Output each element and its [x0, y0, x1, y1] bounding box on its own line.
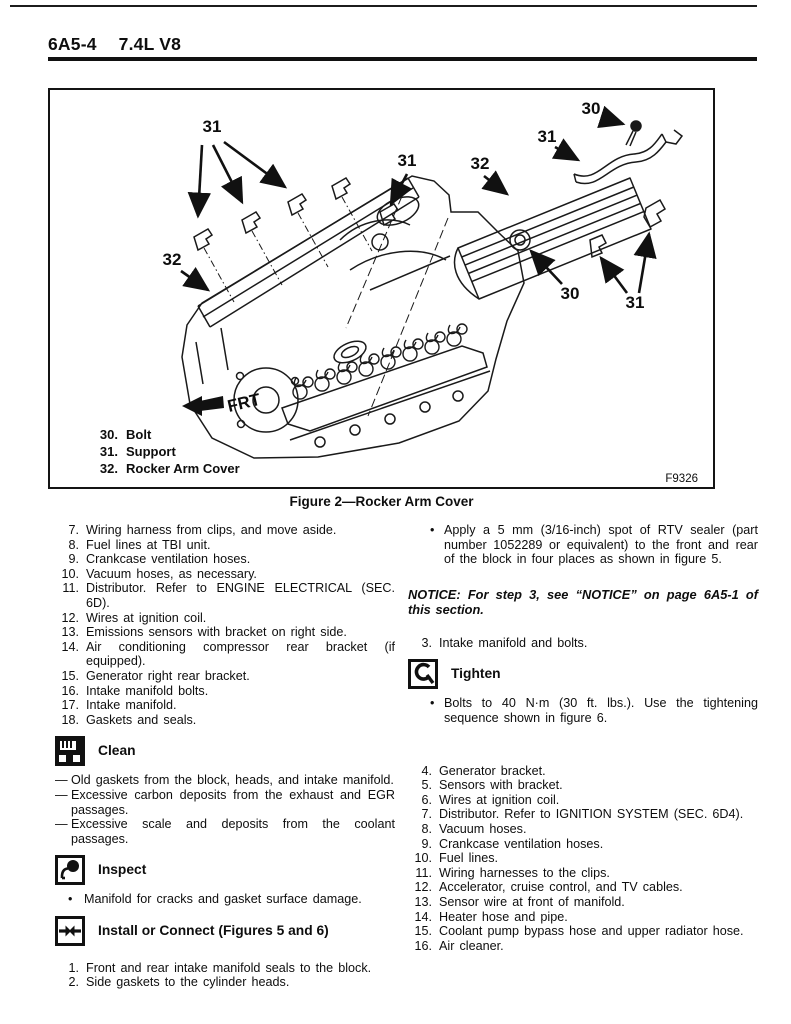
item-number: 11. — [62, 581, 79, 596]
list-item — [55, 567, 395, 582]
item-text: Sensor wire at front of manifold. — [439, 894, 625, 909]
item-number: 5. — [421, 778, 432, 793]
item-number: 10. — [61, 566, 79, 581]
callout-30-top-right: 30 — [581, 99, 601, 118]
callout-31-top-left: 31 — [202, 117, 222, 136]
callout-32-left: 32 — [162, 250, 182, 269]
inspect-icon — [55, 855, 85, 885]
left-column — [55, 523, 395, 990]
tighten-heading-label: Tighten — [451, 666, 501, 682]
bullet-marker: • — [430, 523, 435, 537]
item-text: Heater hose and pipe. — [439, 909, 568, 924]
list-item — [408, 880, 758, 895]
item-text: Crankcase ventilation hoses. — [86, 552, 251, 567]
item-number: 3. — [421, 635, 432, 650]
clean-icon — [55, 736, 85, 766]
rocker-arm-cover-diagram — [50, 90, 713, 487]
clean-items-list — [55, 773, 395, 846]
legend-num: 32. — [99, 461, 118, 476]
item-number: 8. — [68, 537, 79, 552]
list-item — [68, 892, 395, 907]
item-text: Intake manifold and bolts. — [439, 635, 588, 650]
item-number: 2. — [68, 975, 79, 990]
item-text: Manifold for cracks and gasket surface damage. — [84, 892, 362, 907]
list-item — [408, 837, 758, 852]
list-item — [55, 538, 395, 553]
inspect-section-heading — [55, 855, 395, 885]
list-item — [55, 713, 395, 728]
inspect-heading-label: Inspect — [98, 861, 147, 877]
item-number: 11. — [415, 865, 432, 880]
item-text: Coolant pump bypass hose and upper radiator hose. — [439, 924, 744, 939]
item-number: 7. — [68, 523, 79, 537]
item-text: Accelerator, cruise control, and TV cables. — [439, 880, 683, 895]
bolt — [626, 121, 641, 146]
inspect-items-list — [55, 892, 395, 907]
item-text: Side gaskets to the cylinder heads. — [86, 975, 290, 990]
list-item — [55, 975, 395, 990]
rtv-sealer-bullet — [408, 523, 758, 567]
tighten-icon — [408, 659, 438, 689]
item-number: 16. — [61, 683, 79, 698]
list-item — [55, 773, 395, 788]
legend-label: Support — [126, 444, 176, 459]
item-text: Crankcase ventilation hoses. — [439, 836, 604, 851]
item-text: Gaskets and seals. — [86, 712, 197, 727]
item-number: 15. — [414, 924, 432, 939]
item-number: 13. — [414, 894, 432, 909]
frt-label: FRT — [225, 389, 263, 416]
item-text: Distributor. Refer to ENGINE ELECTRICAL (SEC. 6D). — [86, 581, 395, 610]
reinstall-steps-list — [408, 764, 758, 954]
list-item — [408, 822, 758, 837]
item-text: Wires at ignition coil. — [86, 610, 207, 625]
clean-heading-label: Clean — [98, 743, 136, 759]
item-text: Fuel lines. — [439, 851, 498, 866]
list-item — [408, 895, 758, 910]
item-text: Intake manifold bolts. — [86, 683, 209, 698]
list-item — [55, 684, 395, 699]
item-text: Intake manifold. — [86, 698, 177, 713]
item-marker: — — [55, 787, 68, 802]
item-number: 9. — [421, 836, 432, 851]
list-item — [55, 552, 395, 567]
legend-label: Rocker Arm Cover — [126, 461, 240, 476]
item-number: 14. — [61, 639, 79, 654]
step-3-item — [408, 636, 758, 651]
list-item — [408, 778, 758, 793]
item-text: Wiring harness from clips, and move aside. — [86, 523, 337, 537]
item-text: Excessive scale and deposits from the coolant passages. — [71, 817, 395, 846]
item-number: 17. — [61, 698, 79, 713]
callout-30-bottom: 30 — [560, 284, 580, 303]
tighten-section-heading — [408, 659, 758, 689]
item-number: 6. — [421, 792, 432, 807]
item-number: 15. — [61, 668, 79, 683]
item-number: 4. — [421, 763, 432, 778]
item-text: Generator bracket. — [439, 763, 546, 778]
list-item — [408, 924, 758, 939]
install-heading-label: Install or Connect (Figures 5 and 6) — [98, 922, 329, 938]
remove-steps-list — [55, 523, 395, 727]
callout-32-mid: 32 — [470, 154, 490, 173]
drawing-code: F9326 — [665, 473, 698, 485]
item-text: Fuel lines at TBI unit. — [86, 537, 211, 552]
figure-caption: Figure 2—Rocker Arm Cover — [289, 494, 474, 509]
item-marker: — — [55, 773, 68, 788]
item-text: Air cleaner. — [439, 938, 504, 953]
list-item — [408, 866, 758, 881]
figure-2-box — [48, 88, 715, 489]
header-rule — [48, 57, 757, 61]
page-top-rule — [10, 5, 757, 7]
list-item — [408, 764, 758, 779]
list-item — [408, 851, 758, 866]
list-item — [55, 961, 395, 976]
list-item — [55, 581, 395, 610]
callout-labels — [163, 99, 645, 312]
clean-section-heading — [55, 736, 395, 766]
engine-title: 7.4L V8 — [118, 34, 182, 54]
install-steps-list — [55, 961, 395, 990]
list-item — [55, 817, 395, 846]
item-number: 13. — [61, 625, 79, 640]
support-clips — [194, 178, 398, 302]
item-text: Front and rear intake manifold seals to the block. — [86, 960, 372, 975]
item-number: 9. — [68, 552, 79, 567]
frt-direction-arrow — [182, 390, 263, 416]
notice-paragraph: NOTICE: For step 3, see “NOTICE” on page 6A5-1 of this section. — [408, 586, 758, 618]
bullet-marker: • — [430, 696, 435, 711]
item-text: Air conditioning compressor rear bracket (if equipped). — [86, 639, 395, 669]
list-item — [55, 625, 395, 640]
list-item — [55, 698, 395, 713]
item-number: 8. — [421, 821, 432, 836]
item-text: Sensors with bracket. — [439, 778, 563, 793]
item-text: Distributor. Refer to IGNITION SYSTEM (SEC. 6D4). — [439, 807, 744, 822]
item-number: 18. — [61, 712, 79, 727]
section-code: 6A5-4 — [48, 34, 97, 54]
item-number: 12. — [414, 880, 432, 895]
list-item — [55, 640, 395, 669]
callout-arrows — [181, 117, 649, 293]
legend-label: Bolt — [126, 427, 152, 442]
callout-31-mid: 31 — [397, 151, 417, 170]
item-number: 10. — [414, 851, 432, 866]
item-text: Generator right rear bracket. — [86, 668, 250, 683]
list-item — [408, 939, 758, 954]
item-number: 12. — [61, 610, 79, 625]
item-number: 1. — [68, 960, 79, 975]
install-section-heading — [55, 916, 395, 946]
legend-num: 31. — [99, 444, 118, 459]
item-number: 14. — [414, 909, 432, 924]
item-marker: — — [55, 817, 68, 832]
item-text: Wires at ignition coil. — [439, 792, 560, 807]
item-text: Excessive carbon deposits from the exhaust and EGR passages. — [71, 787, 395, 817]
list-item — [408, 910, 758, 925]
item-text: Old gaskets from the block, heads, and intake manifold. — [71, 773, 394, 788]
item-text: Wiring harnesses to the clips. — [439, 865, 610, 880]
list-item — [55, 523, 395, 538]
list-item — [408, 793, 758, 808]
item-text: Emissions sensors with bracket on right side. — [86, 625, 347, 640]
list-item — [55, 669, 395, 684]
item-text: Vacuum hoses, as necessary. — [86, 566, 257, 581]
list-item — [55, 788, 395, 817]
item-text: Vacuum hoses. — [439, 821, 527, 836]
rtv-sealer-text: Apply a 5 mm (3/16-inch) spot of RTV sealer (part number 1052289 or equivalent) to the front and rear of the block in four places as shown in figure 5. — [444, 523, 758, 567]
page-header — [48, 34, 181, 55]
list-item — [55, 611, 395, 626]
tighten-bullet — [408, 696, 758, 725]
tighten-spec-text: Bolts to 40 N·m (30 ft. lbs.). Use the tightening sequence shown in figure 6. — [444, 696, 758, 725]
right-column — [408, 523, 758, 953]
list-item — [408, 807, 758, 822]
item-marker: • — [68, 892, 73, 907]
legend-num: 30. — [99, 427, 118, 442]
install-connect-icon — [55, 916, 85, 946]
figure-legend — [100, 427, 240, 476]
callout-31-bottom-right: 31 — [625, 293, 645, 312]
support-bracket — [574, 130, 682, 184]
item-number: 7. — [421, 807, 432, 822]
item-number: 16. — [414, 938, 432, 953]
callout-31-upper-right: 31 — [537, 127, 557, 146]
